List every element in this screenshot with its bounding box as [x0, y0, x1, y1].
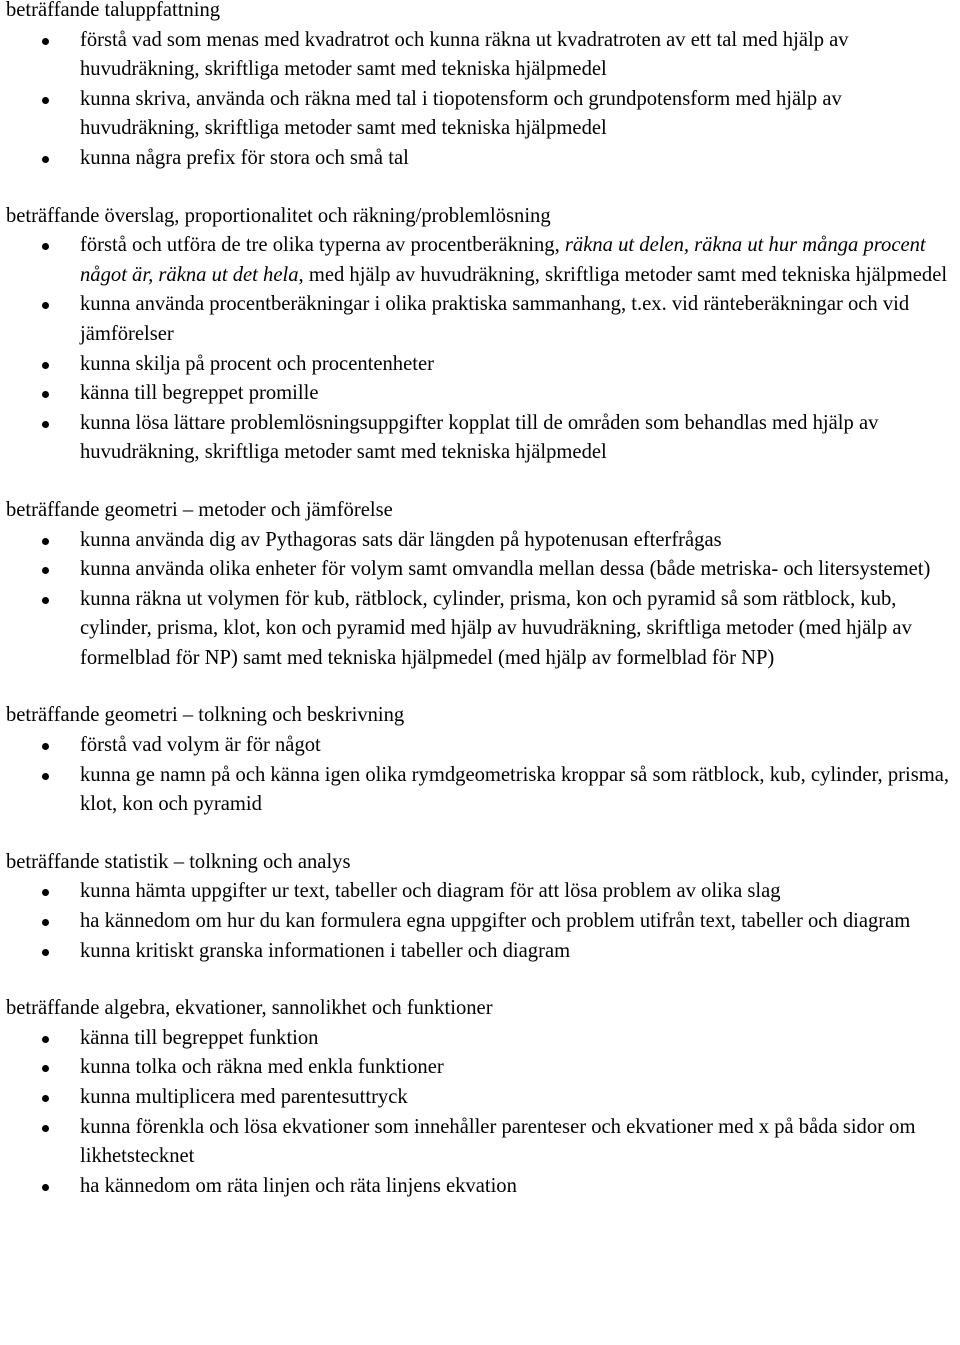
bullet-icon — [42, 156, 49, 163]
bullet-icon — [42, 243, 49, 250]
bullet-icon — [42, 1095, 49, 1102]
list-item — [6, 26, 958, 85]
list-item-text: kunna hämta uppgifter ur text, tabeller och diagram för att lösa problem av olika slag — [80, 880, 781, 903]
bullet-icon — [42, 362, 49, 369]
list-item-text: kunna förenkla och lösa ekvationer som innehåller parenteser och ekvationer med x på båda sidor om likhetstecknet — [80, 1115, 916, 1168]
section-statistik — [6, 848, 958, 966]
bullet-icon — [42, 889, 49, 896]
bullet-list — [6, 877, 958, 966]
list-item — [6, 1083, 958, 1113]
section-geometri-metoder — [6, 496, 958, 674]
list-item-text: kunna ge namn på och känna igen olika rymdgeometriska kroppar så som rätblock, kub, cylinder, prisma, klot, kon och pyramid — [80, 763, 950, 816]
list-item — [6, 350, 958, 380]
list-item-text-italic: räkna ut delen, räkna ut hur många procent något är, räkna ut det hela — [80, 234, 926, 286]
bullet-icon — [42, 773, 49, 780]
list-item — [6, 907, 958, 937]
list-item-text: kunna använda dig av Pythagoras sats där längden på hypotenusan efterfrågas — [80, 528, 722, 551]
list-item — [6, 877, 958, 907]
list-item — [6, 409, 958, 468]
section-heading: beträffande överslag, proportionalitet och räkning/problemlösning — [6, 204, 551, 227]
list-item — [6, 585, 958, 674]
list-item — [6, 761, 958, 820]
bullet-icon — [42, 567, 49, 574]
list-item-text: ha kännedom om hur du kan formulera egna uppgifter och problem utifrån text, tabeller och diagram — [80, 910, 911, 933]
list-item-text: kunna räkna ut volymen för kub, rätblock, cylinder, prisma, kon och pyramid så som rätblock, kub, cylinder, prisma, klot, kon och pyramid med hjälp av huvudräkning, skriftliga metoder (med hjälp av formelblad för NP) samt med tekniska hjälpmedel (med hjälp av formelblad för NP) — [80, 587, 912, 669]
section-algebra — [6, 994, 958, 1201]
list-item-text: förstå vad volym är för något — [80, 734, 321, 757]
bullet-icon — [42, 421, 49, 428]
bullet-list — [6, 731, 958, 820]
bullet-icon — [42, 949, 49, 956]
bullet-icon — [42, 302, 49, 309]
list-item-text-start: förstå och utföra de tre olika typerna av procentberäkning, — [80, 234, 565, 257]
list-item — [6, 379, 958, 409]
list-item — [6, 1053, 958, 1083]
list-item-text: förstå vad som menas med kvadratrot och kunna räkna ut kvadratroten av ett tal med hjälp av huvudräkning, skriftliga metoder samt med tekniska hjälpmedel — [80, 28, 849, 81]
section-heading: beträffande algebra, ekvationer, sannolikhet och funktioner — [6, 997, 493, 1020]
list-item — [6, 937, 958, 967]
list-item-text: känna till begreppet promille — [80, 382, 319, 405]
section-heading: beträffande geometri – tolkning och beskrivning — [6, 704, 405, 727]
bullet-icon — [42, 538, 49, 545]
list-item — [6, 144, 958, 174]
bullet-icon — [42, 1036, 49, 1043]
bullet-icon — [42, 743, 49, 750]
bullet-icon — [42, 97, 49, 104]
section-taluppfattning — [6, 0, 958, 174]
list-item-text: kunna lösa lättare problemlösningsuppgifter kopplat till de områden som behandlas med hjälp av huvudräkning, skriftliga metoder samt med tekniska hjälpmedel — [80, 411, 879, 464]
list-item-text-end: , med hjälp av huvudräkning, skriftliga metoder samt med tekniska hjälpmedel — [298, 263, 948, 286]
list-item — [6, 1113, 958, 1172]
bullet-icon — [42, 38, 49, 45]
section-heading: beträffande taluppfattning — [6, 0, 221, 21]
bullet-icon — [42, 1125, 49, 1132]
bullet-icon — [42, 919, 49, 926]
list-item — [6, 85, 958, 144]
list-item-text: kunna tolka och räkna med enkla funktioner — [80, 1056, 444, 1079]
list-item-text: ha kännedom om räta linjen och räta linjens ekvation — [80, 1174, 517, 1197]
bullet-list — [6, 1024, 958, 1202]
bullet-icon — [42, 1184, 49, 1191]
list-item-text: kunna några prefix för stora och små tal — [80, 146, 409, 169]
list-item-text: kunna använda procentberäkningar i olika praktiska sammanhang, t.ex. vid ränteberäkningar och vid jämförelser — [80, 293, 910, 345]
list-item-text: kunna skilja på procent och procentenheter — [80, 352, 434, 375]
list-item — [6, 555, 958, 585]
section-heading: beträffande geometri – metoder och jämförelse — [6, 498, 393, 521]
bullet-list — [6, 526, 958, 674]
list-item-text: kunna använda olika enheter för volym samt omvandla mellan dessa (både metriska- och litersystemet) — [80, 558, 931, 581]
document-body — [6, 0, 958, 1201]
section-geometri-tolkning — [6, 701, 958, 819]
bullet-icon — [42, 597, 49, 604]
list-item — [6, 231, 958, 290]
list-item-text: känna till begreppet funktion — [80, 1026, 319, 1049]
list-item — [6, 290, 958, 349]
bullet-icon — [42, 1065, 49, 1072]
section-overslag-proportionalitet — [6, 202, 958, 468]
bullet-icon — [42, 391, 49, 398]
list-item-text: kunna kritiskt granska informationen i tabeller och diagram — [80, 939, 571, 962]
list-item — [6, 731, 958, 761]
list-item — [6, 1024, 958, 1054]
list-item — [6, 1172, 958, 1202]
list-item-text: kunna skriva, använda och räkna med tal i tiopotensform och grundpotensform med hjälp av huvudräkning, skriftliga metoder samt med tekniska hjälpmedel — [80, 87, 842, 140]
section-heading: beträffande statistik – tolkning och analys — [6, 850, 351, 873]
list-item — [6, 526, 958, 556]
list-item-text: kunna multiplicera med parentesuttryck — [80, 1086, 408, 1108]
bullet-list — [6, 26, 958, 174]
bullet-list — [6, 231, 958, 468]
